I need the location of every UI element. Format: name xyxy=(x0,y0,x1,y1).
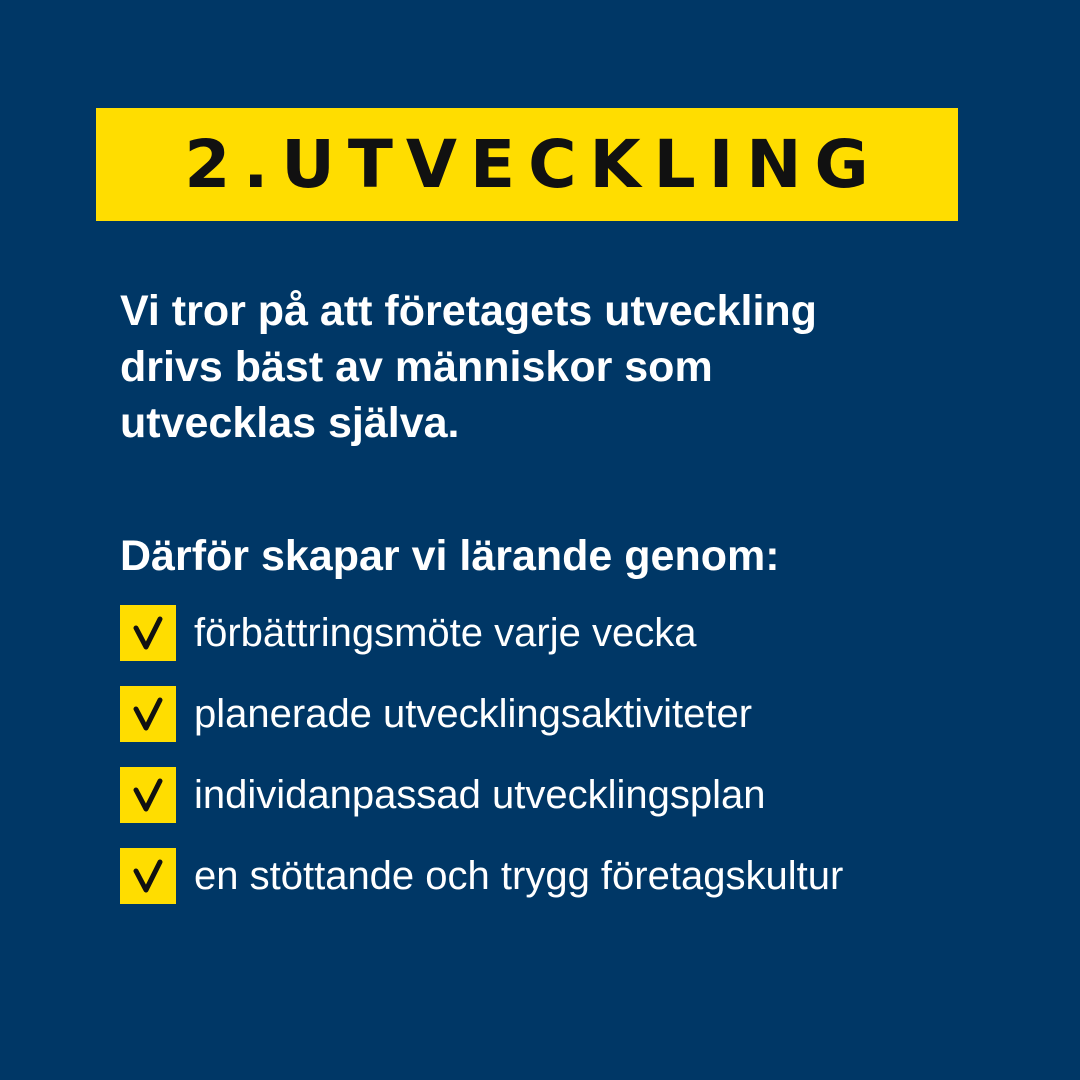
page-title: 2.UTVECKLING xyxy=(184,125,882,203)
intro-line: utvecklas själva. xyxy=(120,399,460,447)
list-item xyxy=(120,685,843,743)
list-item-label: förbättringsmöte varje vecka xyxy=(194,611,697,655)
list-item xyxy=(120,604,843,662)
checklist-heading: Därför skapar vi lärande genom: xyxy=(120,532,780,580)
list-item-label: en stöttande och trygg företagskultur xyxy=(194,854,844,898)
list-item-label: planerade utvecklingsaktiviteter xyxy=(194,692,753,736)
checkmark-icon xyxy=(120,686,176,742)
checklist xyxy=(120,604,843,928)
intro-line: drivs bäst av människor som xyxy=(120,343,713,391)
list-item-label: individanpassad utvecklingsplan xyxy=(194,773,766,817)
title-banner xyxy=(96,108,958,221)
intro-paragraph xyxy=(120,283,1020,451)
checkmark-icon xyxy=(120,848,176,904)
intro-line: Vi tror på att företagets utveckling xyxy=(120,287,817,335)
checkmark-icon xyxy=(120,767,176,823)
list-item xyxy=(120,847,843,905)
checkmark-icon xyxy=(120,605,176,661)
list-item xyxy=(120,766,843,824)
